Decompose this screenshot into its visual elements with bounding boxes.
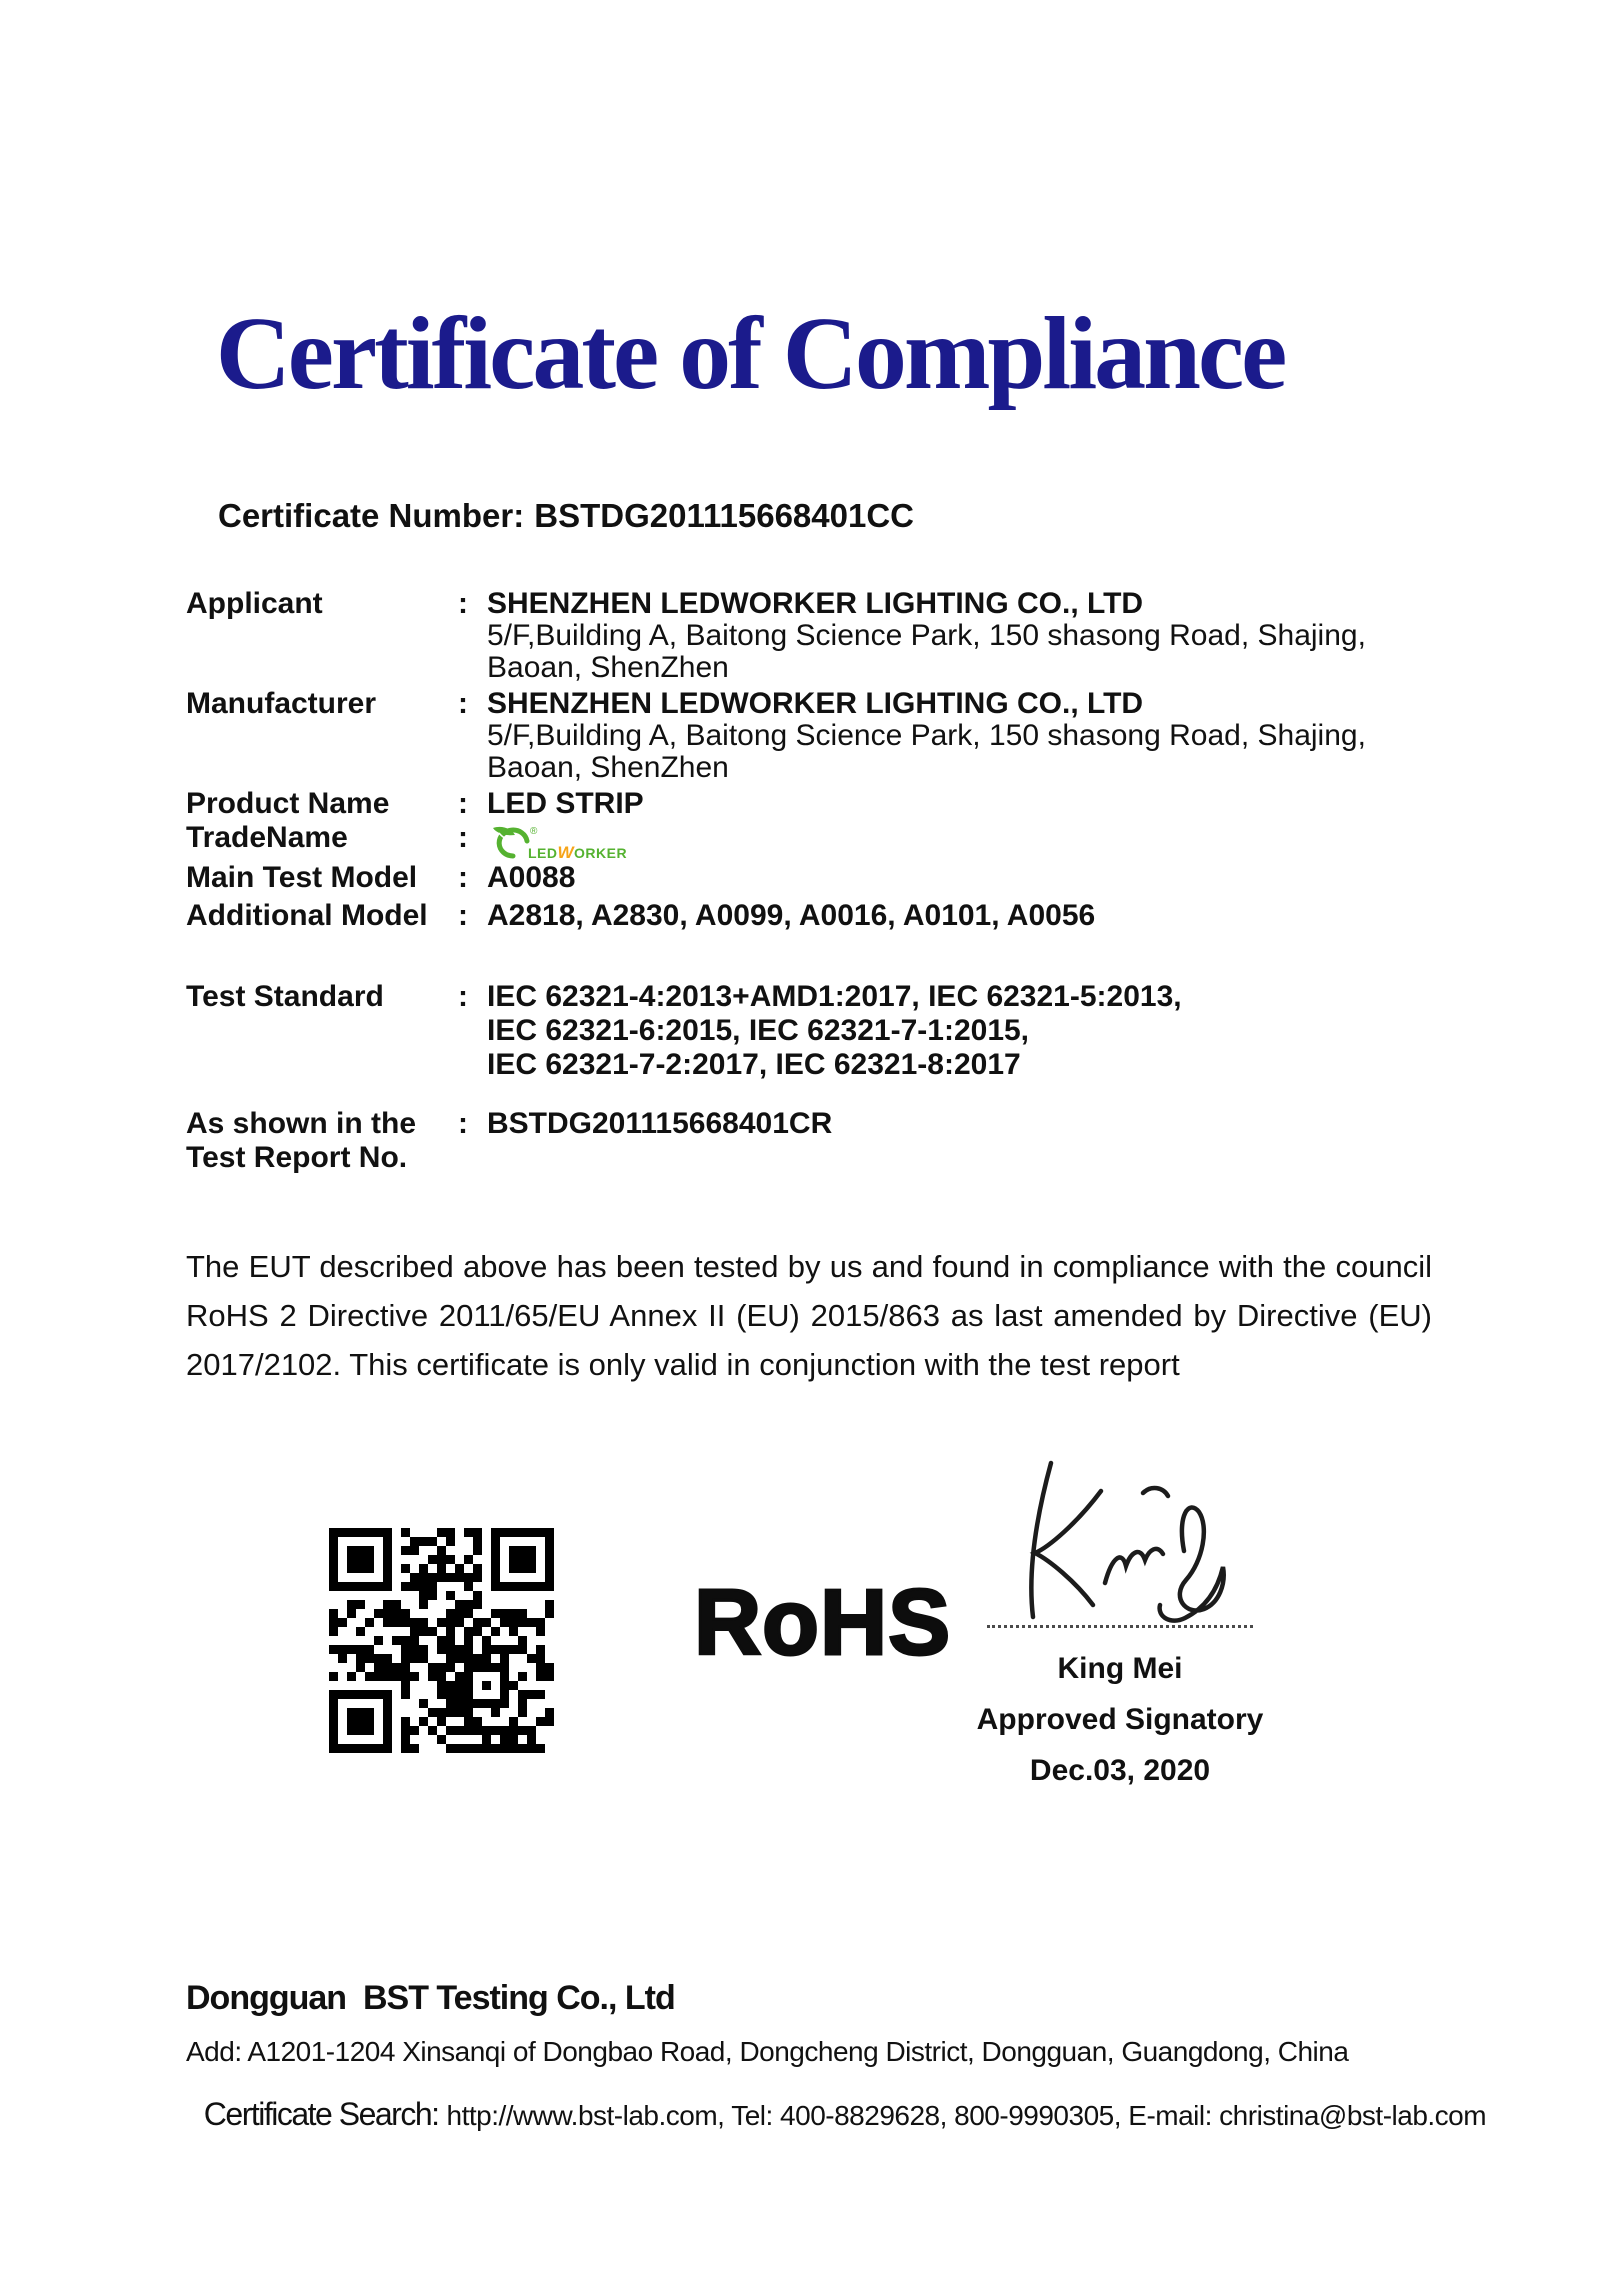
manufacturer-company: SHENZHEN LEDWORKER LIGHTING CO., LTD bbox=[487, 687, 1144, 720]
manufacturer-label: Manufacturer bbox=[186, 687, 377, 720]
field-row-test-standard bbox=[186, 980, 1446, 1082]
field-row-trade-name bbox=[186, 822, 1446, 862]
manufacturer-address-line2: Baoan, ShenZhen bbox=[487, 751, 729, 784]
certificate-search-label: Certificate Search: bbox=[203, 2096, 439, 2132]
field-row-applicant bbox=[186, 588, 1446, 684]
additional-model-label: Additional Model bbox=[186, 899, 428, 932]
page-title: Certificate of Compliance bbox=[215, 296, 1285, 411]
compliance-statement: The EUT described above has been tested by us and found in compliance with the council RoHS 2 Directive 2011/65/EU Annex II (EU) 2015/863 as last amended by Directive (EU) 2017/2102. This certificate is only valid in conjunction with the test report bbox=[186, 1249, 1432, 1382]
certificate-search-line bbox=[186, 2078, 1486, 2151]
field-row-test-report bbox=[186, 1107, 1446, 1175]
svg-text:LEDWORKER bbox=[528, 843, 627, 862]
applicant-address-line2: Baoan, ShenZhen bbox=[487, 651, 729, 684]
additional-model-value: A2818, A2830, A0099, A0016, A0101, A0056 bbox=[487, 899, 1096, 932]
certificate-number-value: BSTDG201115668401CC bbox=[534, 497, 914, 534]
trade-name-label: TradeName bbox=[186, 821, 348, 854]
certificate-search-value: http://www.bst-lab.com, Tel: 400-8829628, 800-9990305, E-mail: christina@bst-lab.com bbox=[446, 2100, 1487, 2131]
signature bbox=[985, 1455, 1255, 1627]
signatory-role: Approved Signatory bbox=[976, 1703, 1264, 1736]
logo-text-orker: ORKER bbox=[574, 845, 628, 861]
logo-registered-mark: ® bbox=[530, 826, 538, 837]
field-row-additional-model bbox=[186, 900, 1446, 932]
info-section bbox=[186, 588, 1446, 1175]
test-standard-line3: IEC 62321-7-2:2017, IEC 62321-8:2017 bbox=[487, 1048, 1021, 1081]
colon: : bbox=[458, 821, 468, 854]
test-standard-line2: IEC 62321-6:2015, IEC 62321-7-1:2015, bbox=[487, 1014, 1030, 1047]
main-test-model-value: A0088 bbox=[487, 861, 576, 894]
test-standard-label: Test Standard bbox=[186, 980, 384, 1013]
applicant-address-line1: 5/F,Building A, Baitong Science Park, 150 shasong Road, Shajing, bbox=[487, 619, 1366, 652]
product-name-label: Product Name bbox=[186, 787, 390, 820]
signature-block bbox=[960, 1455, 1280, 1788]
colon: : bbox=[458, 1107, 468, 1140]
signatory-name: King Mei bbox=[1057, 1652, 1183, 1685]
test-standard-line1: IEC 62321-4:2013+AMD1:2017, IEC 62321-5:2013, bbox=[487, 980, 1182, 1013]
colon: : bbox=[458, 587, 468, 620]
applicant-company: SHENZHEN LEDWORKER LIGHTING CO., LTD bbox=[487, 587, 1144, 620]
field-row-manufacturer bbox=[186, 688, 1446, 784]
product-name-value: LED STRIP bbox=[487, 787, 644, 820]
main-test-model-label: Main Test Model bbox=[186, 861, 418, 894]
logo-text-led: LED bbox=[528, 845, 558, 861]
issuer-address: Add: A1201-1204 Xinsanqi of Dongbao Road, Dongcheng District, Dongguan, Guangdong, China bbox=[186, 2036, 1349, 2067]
issuer-company: Dongguan BST Testing Co., Ltd bbox=[186, 1979, 675, 2017]
test-report-label-line1: As shown in the bbox=[186, 1107, 417, 1140]
ledworker-logo bbox=[487, 824, 637, 862]
signature-dotted-line bbox=[987, 1625, 1253, 1628]
colon: : bbox=[458, 687, 468, 720]
colon: : bbox=[458, 899, 468, 932]
test-report-label-line2: Test Report No. bbox=[186, 1141, 408, 1174]
applicant-label: Applicant bbox=[186, 587, 323, 620]
colon: : bbox=[458, 787, 468, 820]
rohs-mark: RoHS bbox=[694, 1570, 952, 1674]
certificate-number-label: Certificate Number: bbox=[218, 497, 525, 534]
field-row-product-name bbox=[186, 788, 1446, 820]
field-row-main-test-model bbox=[186, 862, 1446, 894]
test-report-value: BSTDG201115668401CR bbox=[487, 1107, 833, 1140]
qr-code bbox=[329, 1528, 554, 1753]
colon: : bbox=[458, 861, 468, 894]
signature-date: Dec.03, 2020 bbox=[1029, 1754, 1211, 1787]
colon: : bbox=[458, 980, 468, 1013]
logo-text-w: W bbox=[557, 843, 575, 862]
certificate-number-line bbox=[218, 497, 914, 535]
manufacturer-address-line1: 5/F,Building A, Baitong Science Park, 150 shasong Road, Shajing, bbox=[487, 719, 1366, 752]
